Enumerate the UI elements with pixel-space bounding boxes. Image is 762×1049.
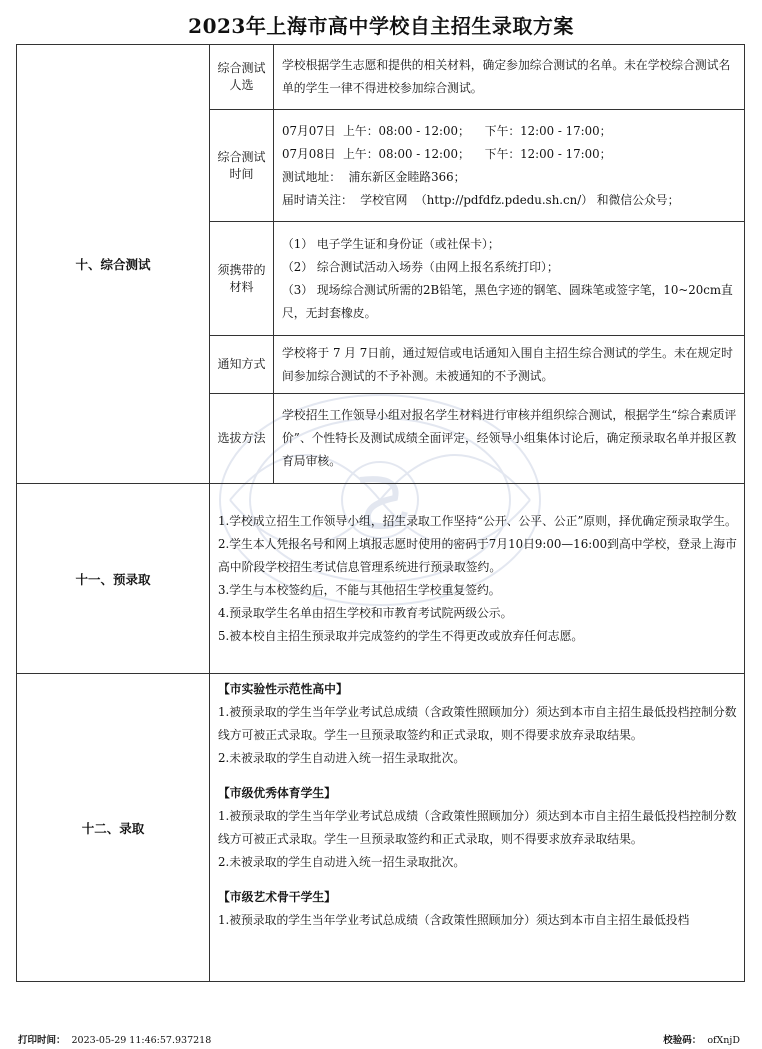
row-content — [274, 222, 745, 336]
content-line: 学校招生工作领导小组对报名学生材料进行审核并组织综合测试，根据学生“综合素质评价”、个性特长及测试成绩全面评定，经领导小组集体讨论后，确定预录取名单并报区教育局审核。 — [282, 408, 737, 468]
check-code-value: ofXnjD — [707, 1035, 740, 1046]
content-line: 2.未被录取的学生自动进入统一招生录取批次。 — [218, 751, 466, 765]
row-content — [210, 674, 745, 982]
content-line: 5.被本校自主招生预录取并完成签约的学生不得更改或放弃任何志愿。 — [218, 628, 584, 643]
row-label: 通知方式 — [210, 336, 274, 394]
content-line: 1.学校成立招生工作领导小组，招生录取工作坚持“公开、公平、公正”原则，择优确定预录取学生。 — [218, 513, 737, 528]
row-label: 综合测试人选 — [210, 45, 274, 110]
print-time — [18, 1032, 217, 1046]
group-title: 【市级艺术骨干学生】 — [218, 890, 336, 904]
check-code-label: 校验码： — [663, 1035, 702, 1046]
content-line: 1.被预录取的学生当年学业考试总成绩（含政策性照顾加分）须达到本市自主招生最低投档 — [218, 913, 690, 927]
section-heading-10: 十、综合测试 — [17, 45, 210, 484]
row-label: 选拔方法 — [210, 394, 274, 484]
section-heading-11: 十一、预录取 — [17, 484, 210, 674]
group-title: 【市实验性示范性高中】 — [218, 682, 348, 696]
content-line: 学校根据学生志愿和提供的相关材料，确定参加综合测试的名单。未在学校综合测试名单的学生一律不得进校参加综合测试。 — [282, 58, 731, 95]
content-line: 学校将于 7 月 7日前，通过短信或电话通知入围自主招生综合测试的学生。未在规定时间参加综合测试的不予补测。未被通知的不予测试。 — [282, 345, 733, 383]
row-content — [274, 336, 745, 394]
content-line: 4.预录取学生名单由招生学校和市教育考试院两级公示。 — [218, 605, 513, 620]
row-label: 综合测试时间 — [210, 110, 274, 222]
table-row — [17, 45, 745, 110]
row-content — [210, 484, 745, 674]
row-content — [274, 45, 745, 110]
content-line: 届时请关注： 学校官网 （http://pdfdfz.pdedu.sh.cn/） 和微信公众号； — [282, 192, 680, 207]
table-row — [17, 484, 745, 674]
content-line: （3） 现场综合测试所需的2B铅笔，黑色字迹的钢笔、圆珠笔或签字笔，10~20cm直尺，无封套橡皮。 — [282, 282, 733, 320]
row-content — [274, 394, 745, 484]
admission-plan-table — [16, 44, 745, 982]
content-line: 07月07日 上午：08:00 - 12:00； 下午：12:00 - 17:00； — [282, 123, 612, 138]
group-title: 【市级优秀体育学生】 — [218, 786, 336, 800]
section-heading-12: 十二、录取 — [17, 674, 210, 982]
content-line: 测试地址： 浦东新区金睦路366； — [282, 169, 466, 184]
content-line: 3.学生与本校签约后，不能与其他招生学校重复签约。 — [218, 582, 501, 597]
content-line: 1.被预录取的学生当年学业考试总成绩（含政策性照顾加分）须达到本市自主招生最低投档控制分数线方可被正式录取。学生一旦预录取签约和正式录取，则不得要求放弃录取结果。 — [218, 809, 737, 846]
print-time-label: 打印时间： — [18, 1035, 66, 1046]
content-line: 1.被预录取的学生当年学业考试总成绩（含政策性照顾加分）须达到本市自主招生最低投档控制分数线方可被正式录取。学生一旦预录取签约和正式录取，则不得要求放弃录取结果。 — [218, 705, 737, 742]
row-label: 须携带的材料 — [210, 222, 274, 336]
row-content — [274, 110, 745, 222]
content-line: （1） 电子学生证和身份证（或社保卡）； — [282, 236, 500, 251]
content-line: 07月08日 上午：08:00 - 12:00； 下午：12:00 - 17:00； — [282, 146, 612, 161]
content-line: （2） 综合测试活动入场券（由网上报名系统打印）； — [282, 259, 559, 274]
content-line: 2.未被录取的学生自动进入统一招生录取批次。 — [218, 855, 466, 869]
print-time-value: 2023-05-29 11:46:57.937218 — [71, 1035, 212, 1046]
check-code — [663, 1032, 746, 1046]
content-line: 2.学生本人凭报名号和网上填报志愿时使用的密码于7月10日9:00—16:00到高中学校，登录上海市高中阶段学校招生考试信息管理系统进行预录取签约。 — [218, 536, 737, 574]
page-title: 2023年上海市高中学校自主招生录取方案 — [188, 14, 574, 38]
table-row — [17, 674, 745, 982]
